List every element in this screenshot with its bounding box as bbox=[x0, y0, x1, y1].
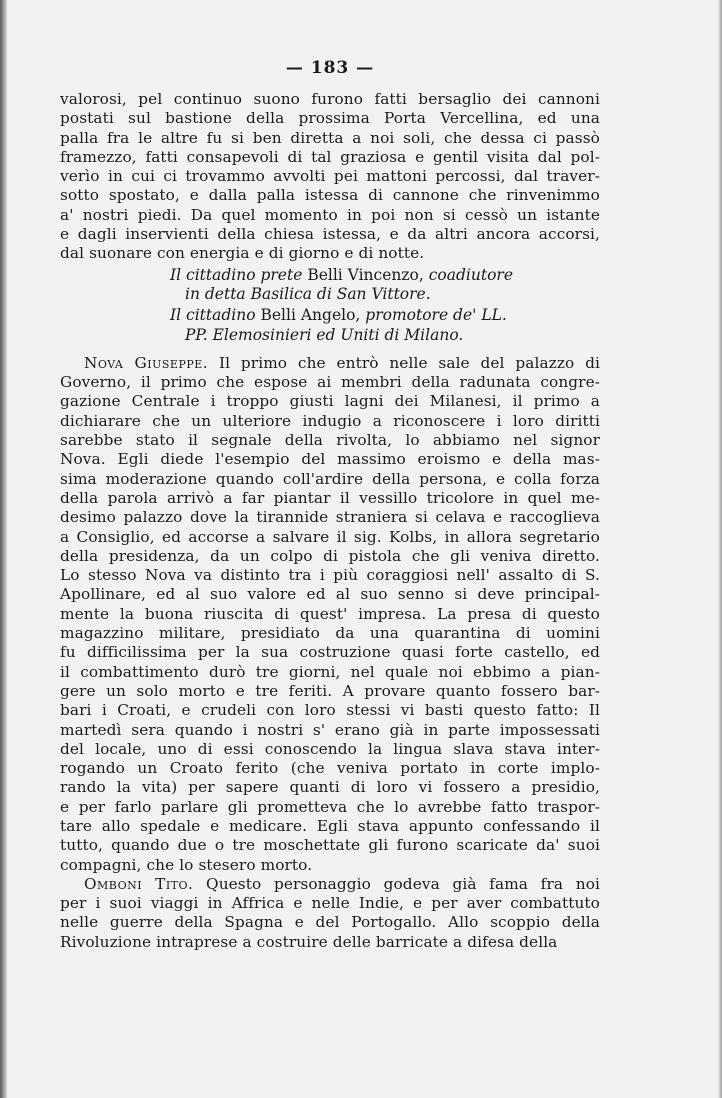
scan-edge-right bbox=[718, 0, 722, 1098]
signature-title: Il cittadino prete bbox=[170, 265, 303, 284]
signature-role: coadiutore bbox=[428, 265, 514, 284]
paragraph-belli bbox=[60, 90, 600, 264]
signature-title: Il cittadino bbox=[170, 306, 256, 325]
text-line: gazione Centrale i troppo giusti lagni dei Milanesi, il primo a bbox=[60, 392, 600, 411]
text-line: rando la vita) per sapere quanti di loro vi fossero a presidio, bbox=[60, 778, 600, 797]
text-line: verìo in cui ci trovammo avvolti pei mattoni percossi, dal traver- bbox=[60, 167, 600, 186]
person-name: Omboni Tito. bbox=[84, 874, 194, 893]
scan-edge-left bbox=[0, 0, 7, 1098]
text-line: mente la buona riuscita di quest' impresa. La presa di questo bbox=[60, 604, 600, 623]
text-line: magazzino militare, presidiato da una quarantina di uomini bbox=[60, 624, 600, 643]
text-line-content: Il primo che entrò nelle sale del palazzo di bbox=[208, 353, 600, 372]
text-line: Lo stesso Nova va distinto tra i più coraggiosi nell' assalto di S. bbox=[60, 566, 600, 585]
paragraph-nova bbox=[60, 354, 600, 875]
text-line: valorosi, pel continuo suono furono fatti bersaglio dei cannoni bbox=[60, 90, 600, 108]
text-line: della parola arrivò a far piantar il vessillo tricolore in quel me- bbox=[60, 488, 600, 507]
text-line: palla fra le altre fu si ben diretta a noi soli, che dessa ci passò bbox=[60, 128, 600, 147]
text-line: tare allo spedale e medicare. Egli stava appunto confessando il bbox=[60, 816, 600, 835]
signature-name: Belli Vincenzo, bbox=[307, 265, 424, 284]
paragraph-omboni bbox=[60, 875, 600, 952]
text-line: a' nostri piedi. Da quel momento in poi non si cessò un istante bbox=[60, 205, 600, 224]
text-line: martedì sera quando i nostri s' erano già in parte impossessati bbox=[60, 720, 600, 739]
text-line: Apollinare, ed al suo valore ed al suo senno si deve principal- bbox=[60, 585, 600, 604]
text-line: dal suonare con energia e di giorno e di notte. bbox=[60, 244, 425, 263]
text-line: il combattimento durò tre giorni, nel quale noi ebbimo a pian- bbox=[60, 662, 600, 681]
person-name: Nova Giuseppe. bbox=[84, 353, 209, 372]
text-line: del locale, uno di essi conoscendo la lingua slava stava inter- bbox=[60, 739, 600, 758]
text-line: desimo palazzo dove la tirannide straniera si celava e raccoglieva bbox=[60, 508, 600, 527]
text-line: Rivoluzione intraprese a costruire delle barricate a difesa della bbox=[60, 932, 558, 951]
signature-role: promotore de' LL. bbox=[365, 306, 507, 325]
text-line: per i suoi viaggi in Affrica e nelle Indie, e per aver combattuto bbox=[60, 894, 600, 913]
signature-role-line2: PP. Elemosinieri ed Uniti di Milano. bbox=[185, 325, 464, 344]
text-line: e per farlo parlare gli prometteva che lo avrebbe fatto traspor- bbox=[60, 797, 600, 816]
text-line bbox=[60, 875, 600, 894]
text-line: Governo, il primo che espose ai membri della radunata congre- bbox=[60, 373, 600, 392]
signature-belli-vincenzo bbox=[60, 266, 600, 305]
text-line-content: Questo personaggio godeva già fama fra noi bbox=[193, 874, 600, 893]
book-page bbox=[60, 58, 600, 952]
text-line: sarebbe stato il segnale della rivolta, lo abbiamo nel signor bbox=[60, 431, 600, 450]
text-line: gere un solo morto e tre feriti. A provare quanto fossero bar- bbox=[60, 681, 600, 700]
text-line: dichiarare che un ulteriore indugio a riconoscere i loro diritti bbox=[60, 411, 600, 430]
page-number: — 183 — bbox=[285, 58, 375, 78]
signature-name: Belli Angelo, bbox=[260, 306, 361, 325]
text-line: postati sul bastione della prossima Porta Vercellina, ed una bbox=[60, 109, 600, 128]
text-line: bari i Croati, e crudeli con loro stessi vi basti questo fatto: Il bbox=[60, 701, 600, 720]
text-line: framezzo, fatti consapevoli di tal graziosa e gentil visita dal pol- bbox=[60, 147, 600, 166]
text-line: nelle guerre della Spagna e del Portogallo. Allo scoppio della bbox=[60, 913, 600, 932]
text-line: fu difficilissima per la sua costruzione quasi forte castello, ed bbox=[60, 643, 600, 662]
text-line bbox=[60, 354, 600, 373]
text-line: e dagli inservienti della chiesa istessa, e da altri ancora accorsi, bbox=[60, 225, 600, 244]
text-line: a Consiglio, ed accorse a salvare il sig. Kolbs, in allora segretario bbox=[60, 527, 600, 546]
text-line: Nova. Egli diede l'esempio del massimo eroismo e della mas- bbox=[60, 450, 600, 469]
signature-role-line2: in detta Basilica di San Vittore. bbox=[185, 284, 431, 303]
text-line: sotto spostato, e dalla palla istessa di cannone che rinvenimmo bbox=[60, 186, 600, 205]
text-line: rogando un Croato ferito (che veniva portato in corte implo- bbox=[60, 759, 600, 778]
text-line: compagni, che lo stesero morto. bbox=[60, 855, 313, 874]
text-line: tutto, quando due o tre moschettate gli furono scaricate da' suoi bbox=[60, 836, 600, 855]
text-line: sima moderazione quando coll'ardire della persona, e colla forza bbox=[60, 469, 600, 488]
text-line: della presidenza, da un colpo di pistola che gli veniva diretto. bbox=[60, 546, 600, 565]
signature-belli-angelo bbox=[60, 306, 600, 345]
